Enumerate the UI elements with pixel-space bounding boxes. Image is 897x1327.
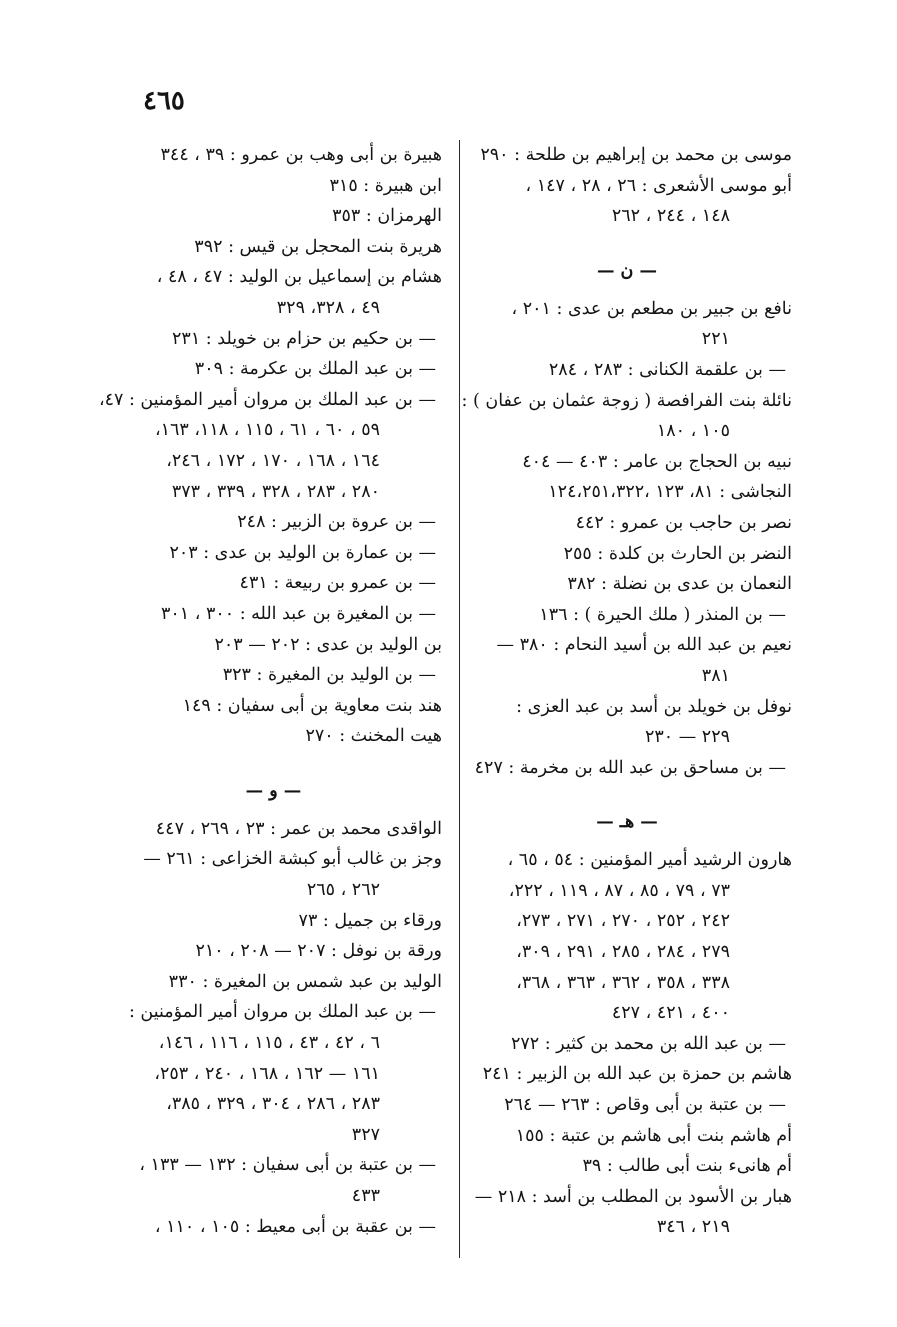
index-entry: وجز بن غالب أبو كبشة الخزاعى : ٢٦١ — xyxy=(143,849,442,870)
index-entry-continuation: ٣٢٧ xyxy=(351,1124,380,1145)
index-entry: هريرة بنت المحجل بن قيس : ٣٩٢ xyxy=(194,236,442,257)
index-entry-continuation: ٢٢١ xyxy=(701,329,730,350)
index-sub-entry: — بن عبد الله بن محمد بن كثير : ٢٧٢ xyxy=(510,1033,786,1054)
index-entry: نبيه بن الحجاج بن عامر : ٤٠٣ — ٤٠٤ xyxy=(522,451,792,472)
index-entry-continuation: ٤٣٣ xyxy=(351,1186,380,1206)
index-sub-entry: — بن عروة بن الزبير : ٢٤٨ xyxy=(237,512,436,533)
index-entry: نائلة بنت الفرافصة ( زوجة عثمان بن عفان ) : xyxy=(461,390,792,411)
index-entry-continuation: ٢٢٩ — ٢٣٠ xyxy=(644,727,730,748)
page-number: ٤٦٥ xyxy=(143,86,185,116)
index-entry: نوفل بن خويلد بن أسد بن عبد العزى : xyxy=(516,696,792,717)
index-entry: الواقدى محمد بن عمر : ٢٣ ، ٢٦٩ ، ٤٤٧ xyxy=(155,818,442,839)
column-divider xyxy=(459,140,460,1258)
index-entry-continuation: ٦ ، ٤٢ ، ٤٣ ، ١١٥ ، ١١٦ ، ١٤٦، xyxy=(158,1033,380,1054)
index-sub-entry: — بن علقمة الكنانى : ٢٨٣ ، ٢٨٤ xyxy=(548,359,786,380)
index-sub-entry: — بن الوليد بن المغيرة : ٣٢٣ xyxy=(222,665,436,686)
index-sub-entry: — بن المغيرة بن عبد الله : ٣٠٠ ، ٣٠١ xyxy=(160,603,436,624)
index-entry-continuation: ٥٩ ، ٦٠ ، ٦١ ، ١١٥ ، ١١٨، ١٦٣، xyxy=(154,420,380,441)
index-entry: ابن هبيرة : ٣١٥ xyxy=(329,175,442,196)
index-entry-continuation: ٣٨١ xyxy=(701,665,730,686)
letter-heading: — و — xyxy=(245,780,302,801)
index-entry-continuation: ٢٨٠ ، ٢٨٣ ، ٣٢٨ ، ٣٣٩ ، ٣٧٣ xyxy=(171,481,380,502)
index-entry: نافع بن جبير بن مطعم بن عدى : ٢٠١ ، xyxy=(511,298,792,319)
index-entry-continuation: ٤٠٠ ، ٤٢١ ، ٤٢٧ xyxy=(611,1003,730,1024)
letter-heading: — ن — xyxy=(596,260,658,281)
index-entry: هند بنت معاوية بن أبى سفيان : ١٤٩ xyxy=(182,695,442,716)
letter-heading: — هـ — xyxy=(596,812,658,833)
index-sub-entry: — بن حكيم بن حزام بن خويلد : ٢٣١ xyxy=(172,328,436,349)
index-entry: الهرمزان : ٣٥٣ xyxy=(332,206,442,227)
index-entry-continuation: ٢٦٢ ، ٢٦٥ xyxy=(306,880,380,901)
index-sub-entry: — بن عمرو بن ربيعة : ٤٣١ xyxy=(239,573,436,594)
index-entry: هاشم بن حمزة بن عبد الله بن الزبير : ٢٤١ xyxy=(482,1064,792,1085)
index-entry: ورقة بن نوفل : ٢٠٧ — ٢٠٨ ، ٢١٠ xyxy=(195,941,442,962)
index-entry: أبو موسى الأشعرى : ٢٦ ، ٢٨ ، ١٤٧ ، xyxy=(525,175,792,196)
index-sub-entry: — بن مساحق بن عبد الله بن مخرمة : ٤٢٧ xyxy=(474,757,786,778)
index-entry: هارون الرشيد أمير المؤمنين : ٥٤ ، ٦٥ ، xyxy=(507,850,792,871)
index-entry: بن الوليد بن عدى : ٢٠٢ — ٢٠٣ xyxy=(214,634,442,655)
index-entry-continuation: ٣٣٨ ، ٣٥٨ ، ٣٦٢ ، ٣٦٣ ، ٣٦٨، xyxy=(516,972,730,993)
index-sub-entry: — بن عبد الملك بن عكرمة : ٣٠٩ xyxy=(194,359,436,380)
index-sub-entry: — بن عبد الملك بن مروان أمير المؤمنين : ٤٧، xyxy=(98,389,436,410)
index-entry-continuation: ٢٨٣ ، ٢٨٦ ، ٣٠٤ ، ٣٢٩ ، ٣٨٥، xyxy=(166,1094,380,1115)
index-entry: الوليد بن عبد شمس بن المغيرة : ٣٣٠ xyxy=(168,971,442,992)
index-entry: أم هانىء بنت أبى طالب : ٣٩ xyxy=(582,1156,792,1177)
index-sub-entry: — بن عمارة بن الوليد بن عدى : ٢٠٣ xyxy=(169,542,436,563)
index-column-right xyxy=(462,140,792,1243)
index-entry: النعمان بن عدى بن نضلة : ٣٨٢ xyxy=(567,574,792,595)
index-entry-continuation: ٢١٩ ، ٣٤٦ xyxy=(656,1217,730,1238)
index-entry-continuation: ٢٤٢ ، ٢٥٢ ، ٢٧٠ ، ٢٧١ ، ٢٧٣، xyxy=(516,911,730,932)
index-entry-continuation: ١٠٥ ، ١٨٠ xyxy=(656,421,730,442)
index-sub-entry: — بن عتبة بن أبى وقاص : ٢٦٣ — ٢٦٤ xyxy=(504,1095,786,1116)
index-column-left xyxy=(98,140,442,1242)
index-entry: نعيم بن عبد الله بن أسيد النحام : ٣٨٠ — xyxy=(496,635,792,656)
index-entry: هبيرة بن أبى وهب بن عمرو : ٣٩ ، ٣٤٤ xyxy=(160,145,442,165)
index-sub-entry: — بن المنذر ( ملك الحيرة ) : ١٣٦ xyxy=(539,604,786,625)
index-entry-continuation: ٤٩ ، ٣٢٨، ٣٢٩ xyxy=(276,297,380,318)
index-sub-entry: — بن عتبة بن أبى سفيان : ١٣٢ — ١٣٣ ، xyxy=(139,1155,436,1176)
index-entry: النضر بن الحارث بن كلدة : ٢٥٥ xyxy=(563,543,792,564)
index-entry: موسى بن محمد بن إبراهيم بن طلحة : ٢٩٠ xyxy=(480,145,792,165)
index-entry: هبار بن الأسود بن المطلب بن أسد : ٢١٨ — xyxy=(474,1186,792,1207)
index-entry-continuation: ١٦٤ ، ١٦٨ ، ١٧٠ ، ١٧٢ ، ٢٤٦، xyxy=(166,450,380,471)
index-entry-continuation: ٢٧٩ ، ٢٨٤ ، ٢٨٥ ، ٢٩١ ، ٣٠٩، xyxy=(516,942,730,963)
index-entry: هيت المخنث : ٢٧٠ xyxy=(305,726,442,747)
index-sub-entry: — بن عبد الملك بن مروان أمير المؤمنين : xyxy=(128,1002,436,1023)
index-entry: ورقاء بن جميل : ٧٣ xyxy=(298,910,442,931)
index-entry: هشام بن إسماعيل بن الوليد : ٤٧ ، ٤٨ ، xyxy=(156,267,442,288)
index-entry: النجاشى : ٨١، ١٢٣ ،١٢٤،٢٥١،٣٢٢ xyxy=(548,482,792,503)
index-entry: أم هاشم بنت أبى هاشم بن عتبة : ١٥٥ xyxy=(515,1125,792,1146)
index-entry-continuation: ١٦١ — ١٦٢ ، ١٦٨ ، ٢٤٠ ، ٢٥٣، xyxy=(154,1063,380,1084)
index-sub-entry: — بن عقبة بن أبى معيط : ١٠٥ ، ١١٠ ، xyxy=(154,1216,436,1237)
index-entry-continuation: ٧٣ ، ٧٩ ، ٨٥ ، ٨٧ ، ١١٩ ، ٢٢٢، xyxy=(508,880,730,901)
index-entry-continuation: ١٤٨ ، ٢٤٤ ، ٢٦٢ xyxy=(611,206,730,227)
index-entry: نصر بن حاجب بن عمرو : ٤٤٢ xyxy=(575,512,792,533)
